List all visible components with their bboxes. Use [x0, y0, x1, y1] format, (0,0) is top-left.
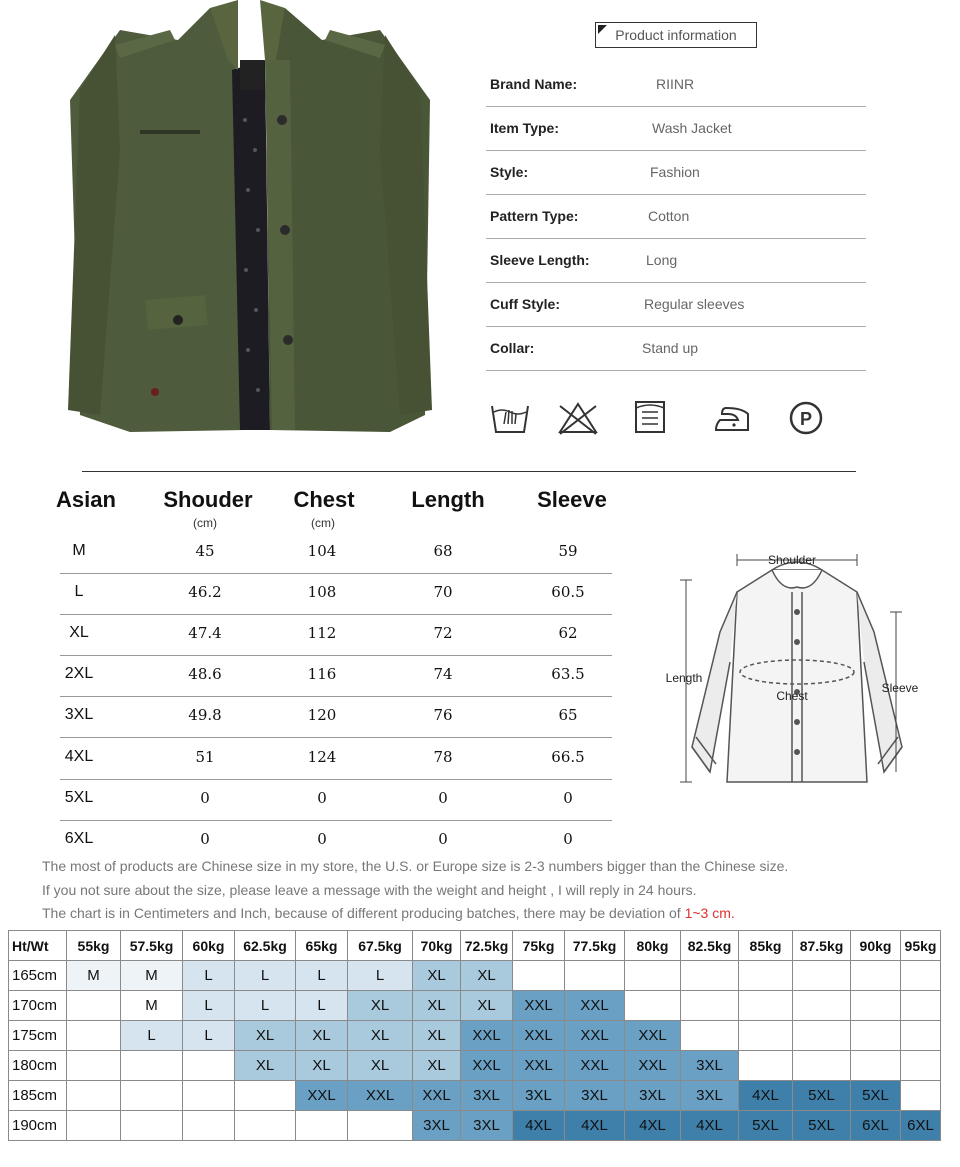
size-cell: 3XL: [565, 1081, 625, 1111]
size-value: 116: [307, 665, 337, 683]
height-label: 185cm: [9, 1081, 67, 1111]
size-cell: L: [183, 961, 235, 991]
size-cell: M: [121, 991, 183, 1021]
unit-shoulder: (cm): [193, 516, 217, 530]
size-cell: [851, 1021, 901, 1051]
size-value: 0: [438, 789, 448, 807]
size-value: 0: [438, 830, 448, 848]
chart-filler: [941, 1051, 942, 1081]
weight-header: 57.5kg: [121, 931, 183, 961]
size-cell: XXL: [625, 1051, 681, 1081]
size-cell: XXL: [565, 1051, 625, 1081]
size-cell: [296, 1111, 348, 1141]
size-cell: XL: [235, 1051, 296, 1081]
size-cell: 6XL: [901, 1111, 941, 1141]
chart-filler: [941, 1021, 942, 1051]
size-cell: XL: [461, 961, 513, 991]
size-value: 47.4: [188, 624, 222, 642]
size-row: [60, 696, 612, 738]
size-value: 59: [558, 542, 578, 560]
size-label: M: [72, 542, 86, 559]
chart-row: [9, 1081, 942, 1111]
note-deviation: 1~3 cm.: [684, 905, 735, 921]
size-value: 48.6: [188, 665, 222, 683]
chart-filler: [941, 1081, 942, 1111]
weight-header: 87.5kg: [793, 931, 851, 961]
size-cell: [67, 1051, 121, 1081]
size-cell: 3XL: [625, 1081, 681, 1111]
height-label: 180cm: [9, 1051, 67, 1081]
chart-row: [9, 1021, 942, 1051]
size-cell: XL: [413, 991, 461, 1021]
size-value: 120: [307, 706, 337, 724]
size-row: [60, 655, 612, 697]
pattern-type-label: Pattern Type:: [490, 208, 579, 224]
size-value: 0: [317, 789, 327, 807]
size-cell: XL: [235, 1021, 296, 1051]
size-cell: XXL: [625, 1021, 681, 1051]
size-value: 112: [307, 624, 337, 642]
size-cell: XL: [348, 1051, 413, 1081]
size-value: 72: [433, 624, 453, 642]
size-cell: 3XL: [461, 1081, 513, 1111]
size-cell: [851, 991, 901, 1021]
size-cell: L: [183, 991, 235, 1021]
height-label: 165cm: [9, 961, 67, 991]
size-cell: [901, 1051, 941, 1081]
size-cell: [235, 1081, 296, 1111]
size-cell: XXL: [296, 1081, 348, 1111]
size-cell: [513, 961, 565, 991]
product-info-row: [486, 150, 866, 195]
brand-name-value: RIINR: [656, 76, 695, 92]
size-cell: [739, 961, 793, 991]
size-label: 4XL: [64, 748, 94, 765]
hang-dry-icon: [634, 400, 666, 434]
size-cell: M: [67, 961, 121, 991]
size-cell: [235, 1111, 296, 1141]
size-value: 65: [558, 706, 578, 724]
size-cell: [793, 1021, 851, 1051]
size-value: 76: [433, 706, 453, 724]
iron-icon: [712, 400, 752, 436]
header-chest: Chest: [293, 487, 355, 512]
size-cell: [625, 961, 681, 991]
size-cell: 3XL: [681, 1051, 739, 1081]
diagram-chest-label: Chest: [776, 689, 808, 703]
pattern-type-value: Cotton: [648, 208, 690, 224]
jacket-photo: [60, 0, 440, 440]
size-row: [60, 532, 612, 574]
weight-header: 70kg: [413, 931, 461, 961]
size-value: 49.8: [188, 706, 222, 724]
weight-header: 82.5kg: [681, 931, 739, 961]
dry-clean-icon: [788, 400, 824, 436]
size-value: 51: [195, 748, 215, 766]
weight-header: 77.5kg: [565, 931, 625, 961]
chart-row: [9, 1111, 942, 1141]
size-cell: [901, 991, 941, 1021]
size-cell: XL: [461, 991, 513, 1021]
size-cell: 5XL: [739, 1111, 793, 1141]
size-row: [60, 820, 612, 861]
size-cell: [121, 1111, 183, 1141]
size-cell: L: [121, 1021, 183, 1051]
chart-row: [9, 961, 942, 991]
chart-row: [9, 1051, 942, 1081]
product-info-row: [486, 282, 866, 327]
weight-header: 80kg: [625, 931, 681, 961]
size-cell: 6XL: [851, 1111, 901, 1141]
collar-value: Stand up: [642, 340, 699, 356]
weight-header: 55kg: [67, 931, 121, 961]
size-cell: XL: [296, 1051, 348, 1081]
size-cell: 3XL: [413, 1111, 461, 1141]
chart-corner: Ht/Wt: [9, 931, 67, 961]
size-value: 45: [195, 542, 215, 560]
section-divider: [82, 471, 856, 472]
size-cell: XL: [413, 1051, 461, 1081]
size-row: [60, 614, 612, 656]
size-row: [60, 779, 612, 821]
size-label: 2XL: [64, 665, 94, 682]
size-cell: XL: [413, 961, 461, 991]
size-cell: 4XL: [625, 1111, 681, 1141]
size-value: 0: [200, 830, 210, 848]
size-cell: [183, 1081, 235, 1111]
weight-header: 85kg: [739, 931, 793, 961]
size-value: 74: [433, 665, 453, 683]
size-value: 108: [307, 583, 337, 601]
size-cell: [183, 1111, 235, 1141]
size-value: 0: [200, 789, 210, 807]
size-cell: 5XL: [851, 1081, 901, 1111]
size-cell: 4XL: [565, 1111, 625, 1141]
chart-filler: [941, 991, 942, 1021]
size-cell: L: [348, 961, 413, 991]
size-row: [60, 738, 612, 780]
size-value: 78: [433, 748, 453, 766]
size-cell: 3XL: [681, 1081, 739, 1111]
size-cell: L: [296, 991, 348, 1021]
sleeve-length-value: Long: [646, 252, 678, 268]
size-cell: XXL: [513, 1051, 565, 1081]
size-cell: L: [296, 961, 348, 991]
size-cell: [681, 991, 739, 1021]
size-value: 68: [433, 542, 453, 560]
diagram-length-label: Length: [665, 671, 703, 685]
size-cell: XXL: [348, 1081, 413, 1111]
size-label: L: [74, 583, 84, 600]
product-info-title: Product information: [595, 22, 757, 48]
size-cell: 5XL: [793, 1081, 851, 1111]
size-cell: [793, 991, 851, 1021]
weight-header: 90kg: [851, 931, 901, 961]
style-value: Fashion: [650, 164, 700, 180]
chart-filler: [941, 961, 942, 991]
size-cell: [183, 1051, 235, 1081]
size-row: [60, 573, 612, 615]
header-shoulder: Shouder: [163, 487, 253, 512]
size-value: 60.5: [551, 583, 585, 601]
size-cell: XXL: [513, 991, 565, 1021]
size-cell: [901, 1021, 941, 1051]
cuff-style-value: Regular sleeves: [644, 296, 745, 312]
weight-header: 60kg: [183, 931, 235, 961]
header-length: Length: [411, 487, 485, 512]
unit-chest: (cm): [311, 516, 335, 530]
size-cell: 4XL: [681, 1111, 739, 1141]
size-cell: [67, 1081, 121, 1111]
header-asian: Asian: [56, 487, 116, 512]
size-cell: [739, 1051, 793, 1081]
size-cell: XL: [348, 991, 413, 1021]
size-cell: XXL: [565, 991, 625, 1021]
size-cell: XXL: [565, 1021, 625, 1051]
size-cell: XL: [296, 1021, 348, 1051]
brand-name-label: Brand Name:: [490, 76, 578, 92]
size-cell: XXL: [461, 1051, 513, 1081]
size-cell: [565, 961, 625, 991]
size-cell: [793, 1051, 851, 1081]
size-label: 3XL: [64, 706, 94, 723]
size-cell: XXL: [413, 1081, 461, 1111]
style-label: Style:: [490, 164, 529, 180]
note-line-2: If you not sure about the size, please leave a message with the weight and height , I will reply in 24 hours.: [42, 882, 697, 898]
size-cell: XL: [413, 1021, 461, 1051]
size-value: 104: [307, 542, 337, 560]
note-line-1: The most of products are Chinese size in my store, the U.S. or Europe size is 2-3 numbers bigger than the Chinese size.: [42, 858, 789, 874]
no-bleach-icon: [556, 400, 600, 436]
height-label: 190cm: [9, 1111, 67, 1141]
measurement-diagram: [662, 542, 932, 792]
height-label: 170cm: [9, 991, 67, 1021]
sleeve-length-label: Sleeve Length:: [490, 252, 590, 268]
diagram-sleeve-label: Sleeve: [881, 681, 919, 695]
collar-label: Collar:: [490, 340, 535, 356]
size-cell: [348, 1111, 413, 1141]
weight-header: 95kg: [901, 931, 941, 961]
cuff-style-label: Cuff Style:: [490, 296, 560, 312]
size-cell: [625, 991, 681, 1021]
size-cell: [901, 961, 941, 991]
size-value: 66.5: [551, 748, 585, 766]
size-cell: 5XL: [793, 1111, 851, 1141]
weight-header: 62.5kg: [235, 931, 296, 961]
size-cell: [67, 991, 121, 1021]
size-cell: [851, 961, 901, 991]
size-cell: L: [183, 1021, 235, 1051]
chart-filler: [941, 1111, 942, 1141]
size-value: 0: [563, 789, 573, 807]
size-cell: [121, 1051, 183, 1081]
size-cell: [851, 1051, 901, 1081]
chart-row: [9, 991, 942, 1021]
size-cell: 3XL: [513, 1081, 565, 1111]
size-cell: XXL: [461, 1021, 513, 1051]
weight-header: 65kg: [296, 931, 348, 961]
size-cell: 3XL: [461, 1111, 513, 1141]
size-cell: [901, 1081, 941, 1111]
size-cell: XXL: [513, 1021, 565, 1051]
size-cell: 4XL: [739, 1081, 793, 1111]
size-cell: [67, 1021, 121, 1051]
height-weight-chart: [8, 930, 942, 1141]
size-cell: [67, 1111, 121, 1141]
size-value: 46.2: [188, 583, 222, 601]
diagram-shoulder-label: Shoulder: [767, 553, 817, 567]
size-value: 62: [558, 624, 578, 642]
note-line-3: [42, 905, 735, 921]
size-label: 6XL: [64, 830, 94, 847]
size-cell: L: [235, 991, 296, 1021]
size-cell: [681, 1021, 739, 1051]
weight-header: 72.5kg: [461, 931, 513, 961]
height-label: 175cm: [9, 1021, 67, 1051]
hand-wash-icon: [490, 400, 530, 436]
product-info-row: [486, 194, 866, 239]
size-cell: [739, 991, 793, 1021]
size-value: 63.5: [551, 665, 585, 683]
size-value: 0: [317, 830, 327, 848]
size-value: 124: [307, 748, 337, 766]
size-cell: [681, 961, 739, 991]
item-type-label: Item Type:: [490, 120, 559, 136]
product-info-row: [486, 106, 866, 151]
size-cell: XL: [348, 1021, 413, 1051]
size-cell: M: [121, 961, 183, 991]
item-type-value: Wash Jacket: [652, 120, 732, 136]
note-line-3-text: The chart is in Centimeters and Inch, because of different producing batches, there may be deviation of: [42, 905, 685, 921]
product-info-row: [486, 238, 866, 283]
chart-filler: [941, 931, 942, 961]
product-info-row: [486, 62, 866, 107]
size-label: 5XL: [64, 789, 94, 806]
size-value: 0: [563, 830, 573, 848]
svg-text:P: P: [799, 409, 813, 429]
size-value: 70: [433, 583, 453, 601]
size-cell: 4XL: [513, 1111, 565, 1141]
header-sleeve: Sleeve: [537, 487, 607, 512]
size-cell: [793, 961, 851, 991]
size-cell: [121, 1081, 183, 1111]
weight-header: 75kg: [513, 931, 565, 961]
size-cell: [739, 1021, 793, 1051]
weight-header: 67.5kg: [348, 931, 413, 961]
size-cell: L: [235, 961, 296, 991]
size-label: XL: [69, 624, 89, 641]
product-info-row: [486, 326, 866, 371]
